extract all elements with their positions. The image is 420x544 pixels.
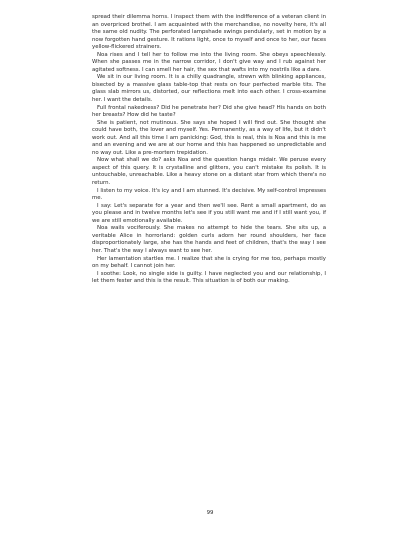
paragraph: She is patient, not mutinous. She says she hoped I will find out. She thought she could have both, the lover and myself. Yes. Permanently, as a way of life, but it didn't work out. And all this time I am panicking: God, this is real, this is Noa and this is me and an evening and we are at our home and this has happened so unpredictable and no way out. Like a pre-mortem trepidation. bbox=[92, 119, 326, 156]
paragraph: I say: Let's separate for a year and then we'll see. Rent a small apartment, do as you please and in twelve months let's see if you still want me and if I still want you, if we are still emotionally available. bbox=[92, 202, 326, 224]
paragraph: spread their dilemma horns. I inspect them with the indifference of a veteran client in an overpriced brothel. I am acquainted with the merchandise, no novelty here, it's all the same old nudity. The perforated lampshade swings pendularly, set in motion by a now forgotten hand gesture. It rations light, once to myself and once to her, our faces yellow-flickered strainers. bbox=[92, 14, 326, 51]
page-number: 99 bbox=[206, 510, 214, 516]
paragraph: Now what shall we do? asks Noa and the question hangs midair. We peruse every aspect of this query. It is crystalline and glitters, you can't mistake its polish. It is untouchable, unreachable. Like a heavy stone on a distant star from which there's no return. bbox=[92, 157, 326, 187]
paragraph: I listen to my voice. It's icy and I am stunned. It's decisive. My self-control impresses me. bbox=[92, 187, 326, 202]
paragraph: Noa wails vociferously. She makes no attempt to hide the tears. She sits up, a veritable Alice in horrorland: golden curls adorn her round shoulders, her face disproportionately large, she has the hands and feet of children, that's the way I see her. That's the way I always want to see her. bbox=[92, 225, 326, 254]
paragraph: Her lamentation startles me. I realize that she is crying for me too, perhaps mostly on my behalf. I cannot join her. bbox=[92, 255, 326, 270]
paragraph: Full frontal nakedness? Did he penetrate her? Did she give head? His hands on both her breasts? How did he taste? bbox=[92, 104, 326, 119]
paragraph: I soothe: Look, no single side is guilty. I have neglected you and our relationship, I let them fester and this is the result. This situation is of both our making. bbox=[92, 270, 326, 285]
body-text bbox=[92, 14, 326, 286]
paragraph: We sit in our living room. It is a chilly quadrangle, strewn with blinking appliances, bisected by a massive glass table-top that rests on four perfected marble tits. The glass slab mirrors us, distorted, our reflections melt into each other. I cross-examine her. I want the details. bbox=[92, 74, 326, 104]
paragraph: Noa rises and I tell her to follow me into the living room. She obeys speechlessly. When she passes me in the narrow corridor, I don't give way and I rub against her agitated softness. I can smell her hair, the sex that wafts into my nostrils like a dare. bbox=[92, 51, 326, 73]
